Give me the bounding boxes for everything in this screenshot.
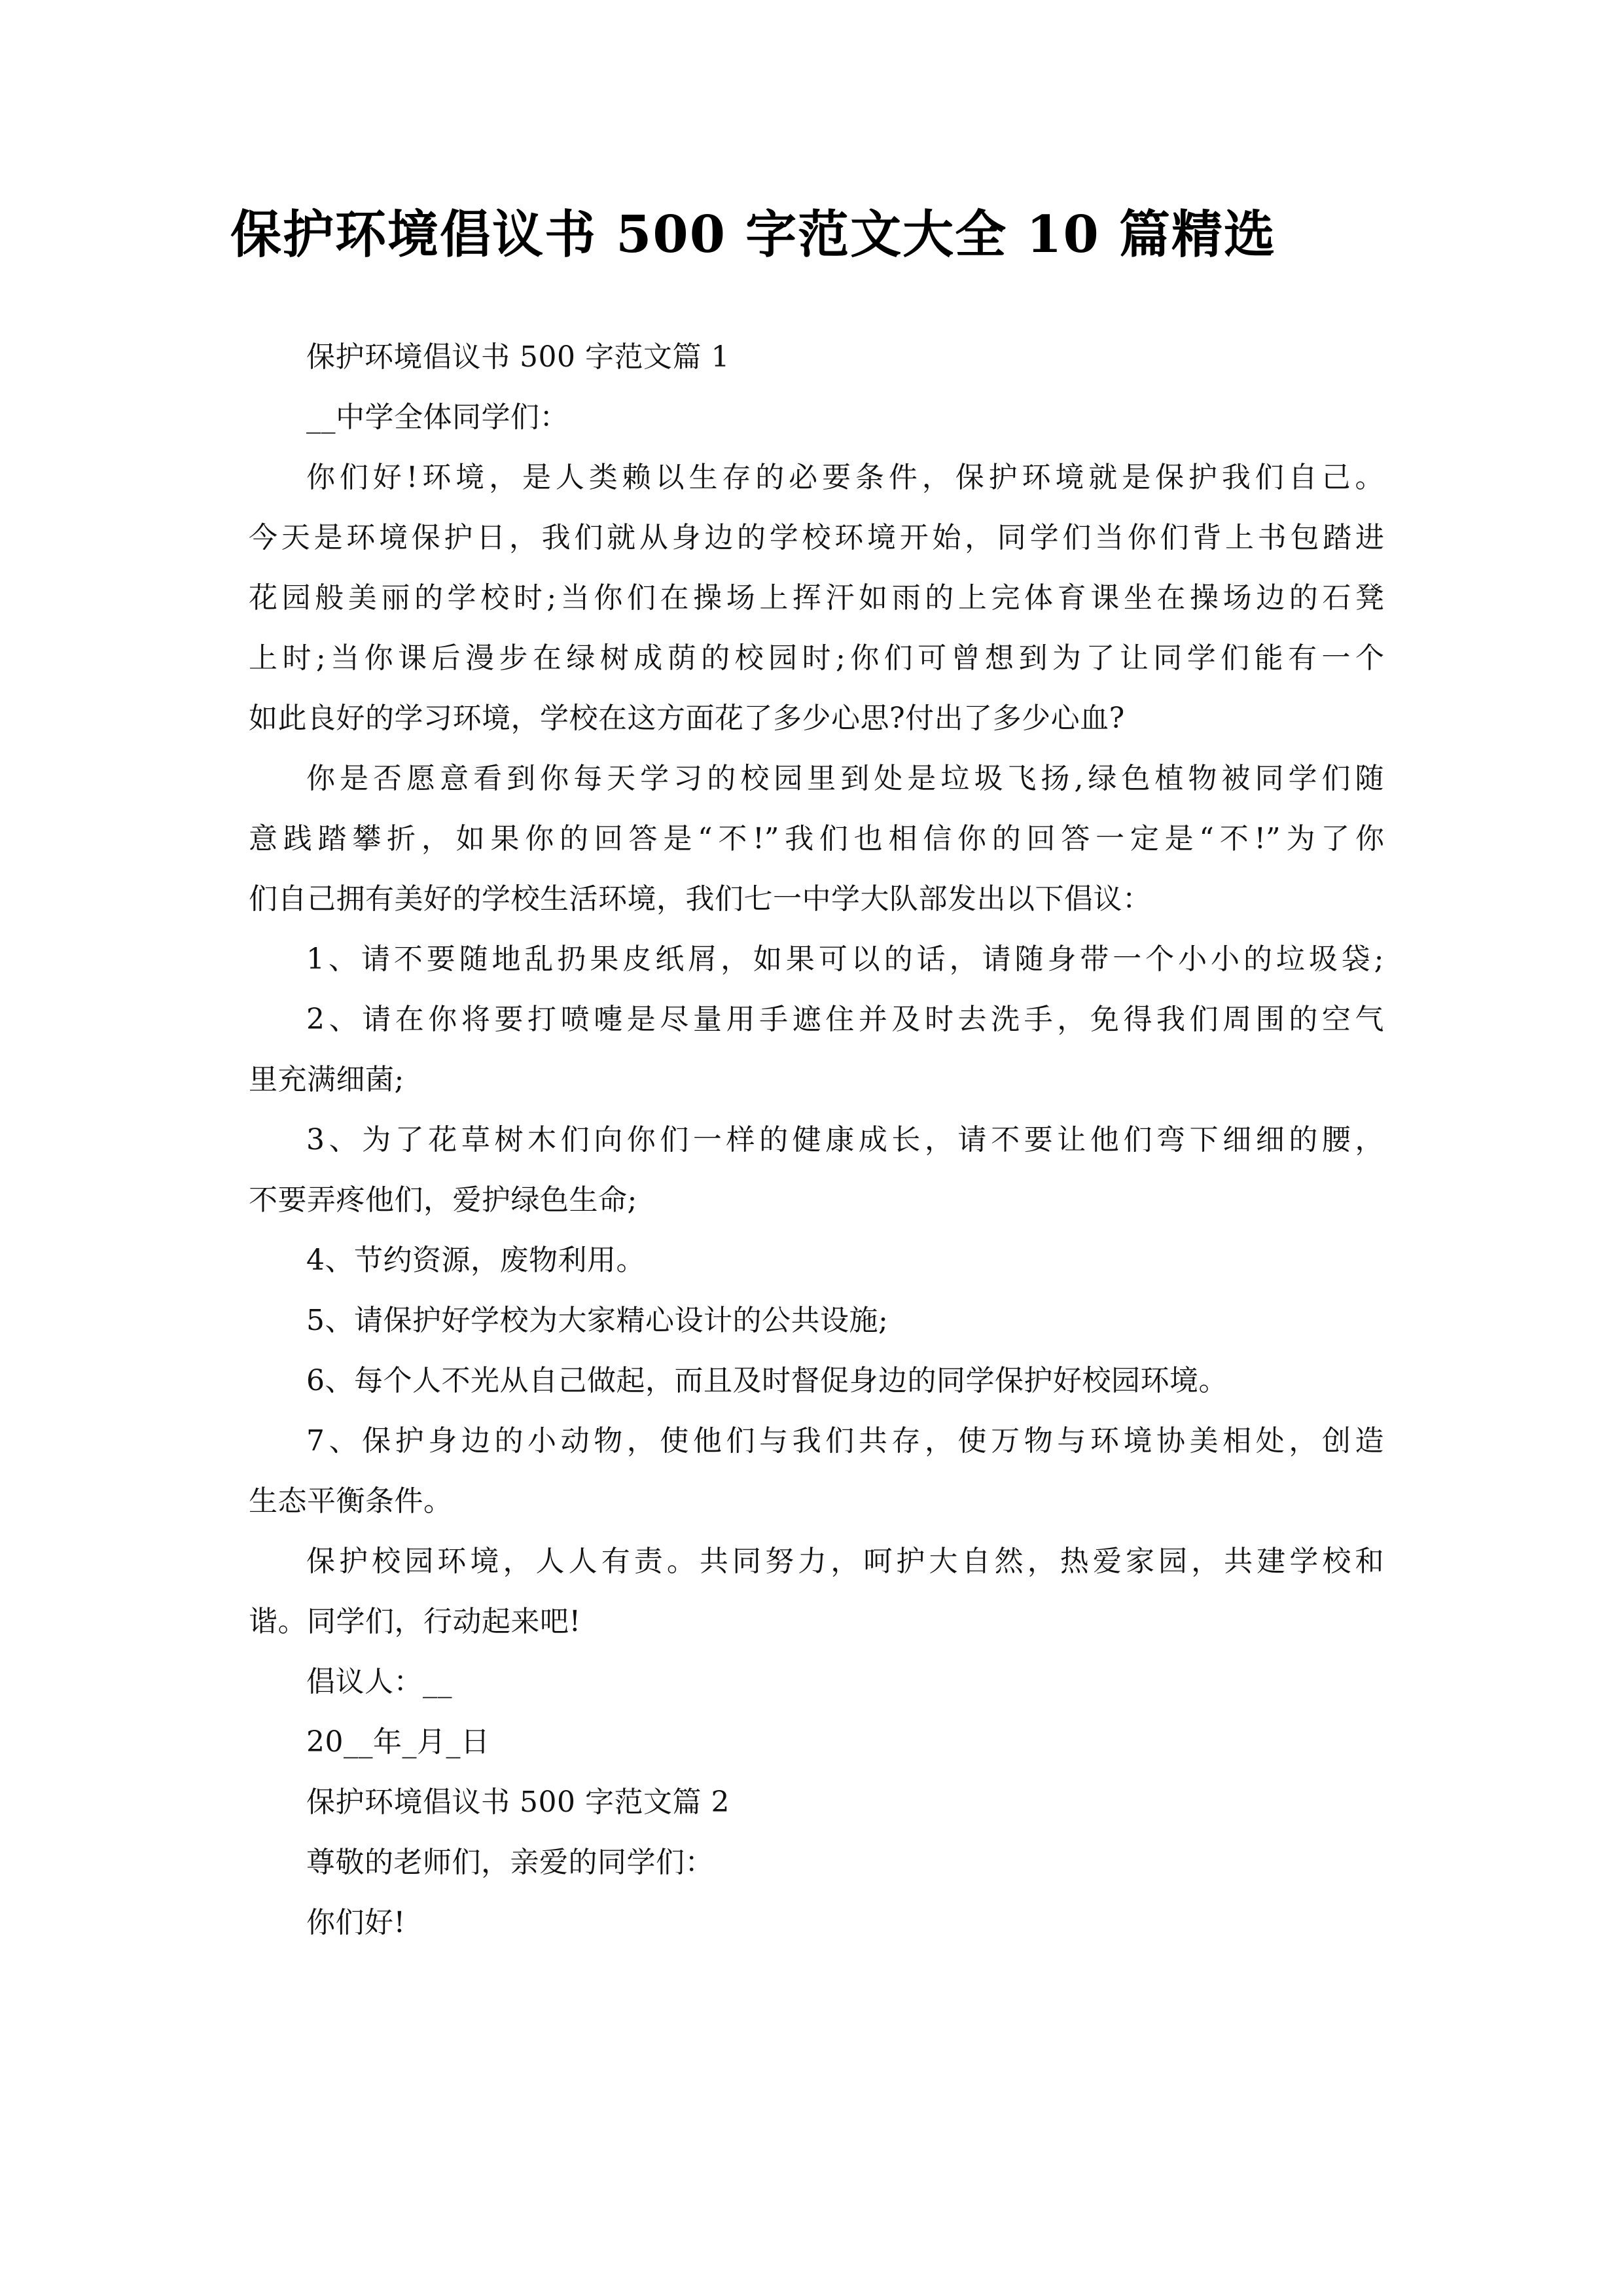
document-body [249, 327, 1384, 1953]
document-line: 6、每个人不光从自己做起，而且及时督促身边的同学保护好校园环境。 [306, 1364, 1228, 1397]
document-line: 保护环境倡议书 500 字范文篇 1 [306, 340, 730, 374]
document-line: 4、节约资源，废物利用。 [306, 1244, 645, 1277]
document-line: 5、请保护好学校为大家精心设计的公共设施; [306, 1304, 889, 1337]
document-line: 你是否愿意看到你每天学习的校园里到处是垃圾飞扬,绿色植物被同学们随 [306, 762, 1384, 795]
document-line: 2、请在你将要打喷嚏是尽量用手遮住并及时去洗手，免得我们周围的空气 [306, 1003, 1384, 1036]
document-line: 不要弄疼他们，爱护绿色生命; [249, 1183, 637, 1217]
page-title: 保护环境倡议书 500 字范文大全 10 篇精选 [230, 205, 1276, 265]
document-line: 花园般美丽的学校时;当你们在操场上挥汗如雨的上完体育课坐在操场边的石凳 [249, 581, 1384, 615]
document-line: 保护校园环境，人人有责。共同努力，呵护大自然，热爱家园，共建学校和 [306, 1545, 1384, 1578]
document-line: 们自己拥有美好的学校生活环境，我们七一中学大队部发出以下倡议： [249, 882, 1152, 916]
document-line: 1、请不要随地乱扔果皮纸屑，如果可以的话，请随身带一个小小的垃圾袋; [306, 942, 1384, 976]
document-line: 保护环境倡议书 500 字范文篇 2 [306, 1785, 730, 1819]
document-line: 20__年_月_日 [306, 1725, 490, 1759]
document-line: 3、为了花草树木们向你们一样的健康成长，请不要让他们弯下细细的腰， [306, 1123, 1384, 1157]
document-line: 生态平衡条件。 [249, 1484, 453, 1518]
document-line: 倡议人：__ [306, 1665, 452, 1698]
document-line: 你们好!环境，是人类赖以生存的必要条件，保护环境就是保护我们自己。 [306, 461, 1384, 494]
document-line: __中学全体同学们： [306, 401, 569, 434]
document-line: 今天是环境保护日，我们就从身边的学校环境开始，同学们当你们背上书包踏进 [249, 521, 1384, 554]
document-line: 意践踏攀折，如果你的回答是“不!”我们也相信你的回答一定是“不!”为了你 [249, 822, 1384, 855]
document-line: 上时;当你课后漫步在绿树成荫的校园时;你们可曾想到为了让同学们能有一个 [249, 641, 1384, 675]
document-line: 尊敬的老师们，亲爱的同学们： [306, 1846, 714, 1879]
document-line: 里充满细菌; [249, 1063, 404, 1096]
document-line: 如此良好的学习环境，学校在这方面花了多少心思?付出了多少心血? [249, 702, 1125, 735]
document-line: 你们好! [306, 1906, 406, 1939]
document-line: 7、保护身边的小动物，使他们与我们共存，使万物与环境协美相处，创造 [306, 1424, 1384, 1458]
document-line: 谐。同学们，行动起来吧! [249, 1605, 581, 1638]
